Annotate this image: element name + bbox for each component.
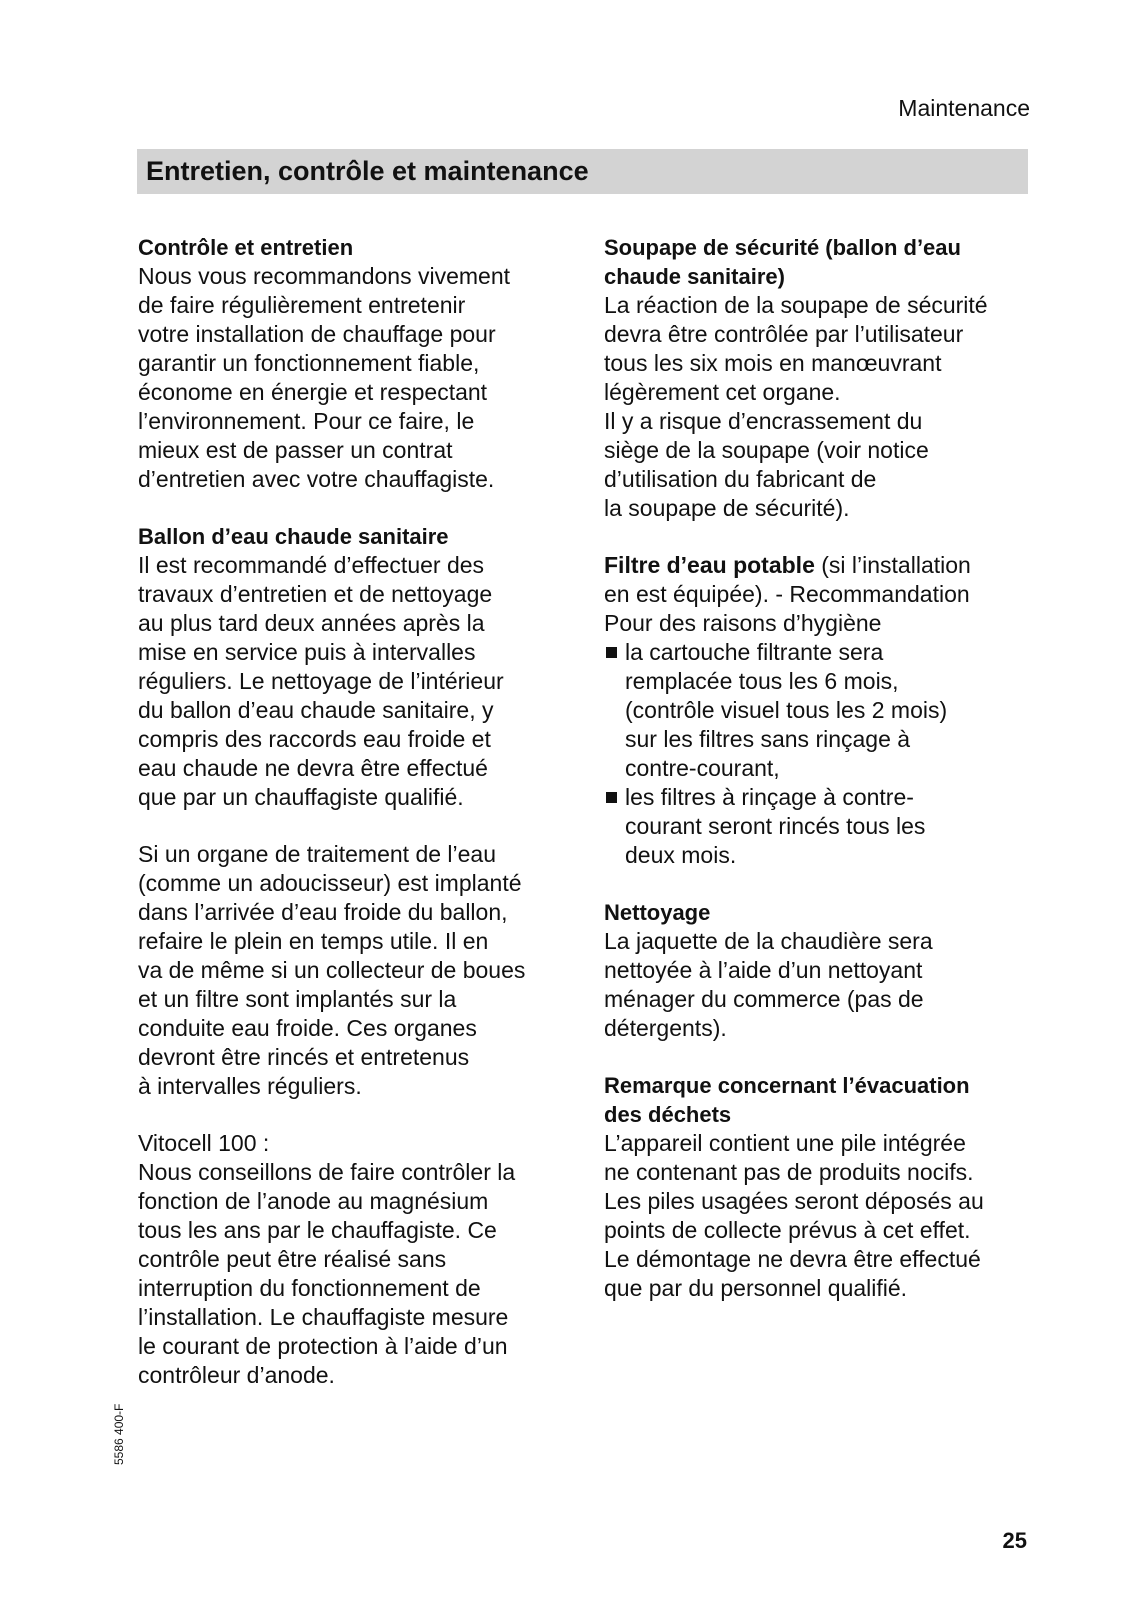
list-item-line: la cartouche filtrante sera — [625, 639, 884, 665]
paragraph-line: refaire le plein en temps utile. Il en — [138, 928, 489, 954]
list-item — [604, 783, 1044, 870]
paragraph-line: économe en énergie et respectant — [138, 379, 488, 405]
page-title: Entretien, contrôle et maintenance — [146, 156, 589, 186]
paragraph-line: Les piles usagées seront déposés au — [604, 1188, 984, 1214]
paragraph-line: L’appareil contient une pile intégrée — [604, 1130, 966, 1156]
bullet-list — [604, 638, 1044, 870]
spacer — [138, 812, 588, 840]
title-bar — [137, 149, 1028, 194]
paragraph-line: en est équipée). - Recommandation — [604, 581, 970, 607]
filtre-first-line — [604, 551, 1044, 580]
list-item-line: les filtres à rinçage à contre- — [625, 784, 914, 810]
heading-nettoyage: Nettoyage — [604, 900, 711, 925]
square-bullet-icon — [606, 792, 617, 803]
paragraph-line: garantir un fonctionnement fiable, — [138, 350, 480, 376]
paragraph-line: votre installation de chauffage pour — [138, 321, 496, 347]
paragraph-line: points de collecte prévus à cet effet. — [604, 1217, 971, 1243]
spacer — [604, 870, 1044, 898]
paragraph-line: Il est recommandé d’effectuer des — [138, 552, 485, 578]
list-item-line: (contrôle visuel tous les 2 mois) — [625, 697, 948, 723]
document-code: 5586 400-F — [112, 1403, 126, 1465]
paragraph-line: devra être contrôlée par l’utilisateur — [604, 321, 964, 347]
right-column — [604, 233, 1044, 1303]
paragraph-line: légèrement cet organe. — [604, 379, 841, 405]
paragraph-line: le courant de protection à l’aide d’un — [138, 1333, 508, 1359]
paragraph-line: contrôle peut être réalisé sans — [138, 1246, 447, 1272]
paragraph-line: d’entretien avec votre chauffagiste. — [138, 466, 495, 492]
paragraph-line: que par du personnel qualifié. — [604, 1275, 908, 1301]
paragraph-line: compris des raccords eau froide et — [138, 726, 491, 752]
list-item-line: remplacée tous les 6 mois, — [625, 668, 899, 694]
heading-remarque: des déchets — [604, 1102, 732, 1127]
paragraph-line: eau chaude ne devra être effectué — [138, 755, 488, 781]
list-item-line: courant seront rincés tous les — [625, 813, 926, 839]
paragraph-line: Nous vous recommandons vivement — [138, 263, 510, 289]
paragraph-line: Si un organe de traitement de l’eau — [138, 841, 497, 867]
page-number: 25 — [1002, 1528, 1027, 1553]
square-bullet-icon — [606, 647, 617, 658]
paragraph-line: et un filtre sont implantés sur la — [138, 986, 457, 1012]
paragraph-line: va de même si un collecteur de boues — [138, 957, 526, 983]
paragraph-line: mieux est de passer un contrat — [138, 437, 453, 463]
paragraph-line: de faire régulièrement entretenir — [138, 292, 466, 318]
paragraph-line: du ballon d’eau chaude sanitaire, y — [138, 697, 494, 723]
paragraph-line: d’utilisation du fabricant de — [604, 466, 877, 492]
paragraph-line: la soupape de sécurité). — [604, 495, 850, 521]
paragraph-line: conduite eau froide. Ces organes — [138, 1015, 477, 1041]
section-label: Maintenance — [898, 95, 1030, 121]
paragraph-line: ne contenant pas de produits nocifs. — [604, 1159, 974, 1185]
paragraph-line: La réaction de la soupape de sécurité — [604, 292, 988, 318]
paragraph-line: siège de la soupape (voir notice — [604, 437, 929, 463]
paragraph-line: réguliers. Le nettoyage de l’intérieur — [138, 668, 504, 694]
paragraph-line: devront être rincés et entretenus — [138, 1044, 470, 1070]
heading-soupape: chaude sanitaire) — [604, 264, 785, 289]
paragraph-line: travaux d’entretien et de nettoyage — [138, 581, 493, 607]
spacer — [138, 1101, 588, 1129]
paragraph-line: interruption du fonctionnement de — [138, 1275, 481, 1301]
heading-filtre: Filtre d’eau potable — [604, 552, 815, 578]
paragraph-line: ménager du commerce (pas de — [604, 986, 924, 1012]
list-item-line: contre-courant, — [625, 755, 780, 781]
spacer — [138, 494, 588, 522]
paragraph-line: (comme un adoucisseur) est implanté — [138, 870, 522, 896]
paragraph-line: Pour des raisons d’hygiène — [604, 610, 882, 636]
paragraph-line: Vitocell 100 : — [138, 1130, 270, 1156]
paragraph-line: tous les ans par le chauffagiste. Ce — [138, 1217, 497, 1243]
paragraph-line: détergents). — [604, 1015, 727, 1041]
paragraph-line: Il y a risque d’encrassement du — [604, 408, 923, 434]
paragraph-line: dans l’arrivée d’eau froide du ballon, — [138, 899, 508, 925]
paragraph-line: nettoyée à l’aide d’un nettoyant — [604, 957, 923, 983]
spacer — [604, 1043, 1044, 1071]
left-column — [138, 233, 588, 1390]
list-item-line: deux mois. — [625, 842, 737, 868]
paragraph-line: La jaquette de la chaudière sera — [604, 928, 933, 954]
paragraph-line: contrôleur d’anode. — [138, 1362, 335, 1388]
heading-soupape: Soupape de sécurité (ballon d’eau — [604, 235, 961, 260]
paragraph-line: que par un chauffagiste qualifié. — [138, 784, 464, 810]
list-item — [604, 638, 1044, 783]
heading-controle-entretien: Contrôle et entretien — [138, 235, 354, 260]
paragraph-line: Le démontage ne devra être effectué — [604, 1246, 981, 1272]
list-item-line: sur les filtres sans rinçage à — [625, 726, 911, 752]
paragraph-line: tous les six mois en manœuvrant — [604, 350, 942, 376]
heading-remarque: Remarque concernant l’évacuation — [604, 1073, 970, 1098]
paragraph-line: l’installation. Le chauffagiste mesure — [138, 1304, 509, 1330]
heading-ballon: Ballon d’eau chaude sanitaire — [138, 524, 449, 549]
paragraph-line: à intervalles réguliers. — [138, 1073, 362, 1099]
paragraph-line: Nous conseillons de faire contrôler la — [138, 1159, 516, 1185]
paragraph-line: fonction de l’anode au magnésium — [138, 1188, 489, 1214]
paragraph-line: au plus tard deux années après la — [138, 610, 485, 636]
spacer — [604, 523, 1044, 551]
paragraph-line: l’environnement. Pour ce faire, le — [138, 408, 475, 434]
paragraph-line: mise en service puis à intervalles — [138, 639, 476, 665]
paragraph-fragment: (si l’installation — [814, 552, 971, 578]
